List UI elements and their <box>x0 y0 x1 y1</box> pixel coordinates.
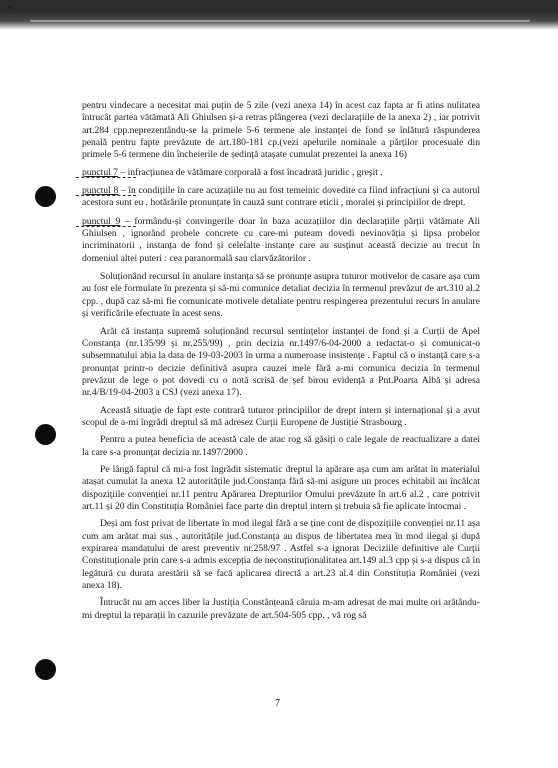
paragraph: Pe lângă faptul că mi-a fost îngrădit sistematic dreptul la apărare așa cum am arătat în materialul atașat cumulat la anexa 12 autoritățile jud.Constanța fără să-mi asigure un proces echitabil au încălcat dispozițiile convenției nr.11 pentru Apărarea Drepturilor Omului prevăzute în art.6 al.2 , care potrivit art.11 și 20 din Constituția României face parte din dreptul intern și trebuia să fie aplicate întocmai . <box>82 463 480 512</box>
list-item <box>82 216 480 265</box>
document-body <box>82 100 480 627</box>
item-text: – infracțiunea de vătămare corporală a fost încadrată juridic , greșit . <box>117 166 383 178</box>
item-text: – în condițiile în care acuzațiile nu au fost temeinic dovedite ca fiind infracțiuni și ca autorul acestora sunt eu , hotărârile pronunțate în cauză sunt contrare eticii , moralei și principiilor de drept. <box>82 185 480 209</box>
paragraph: Întrucât nu am acces liber la Justiția Constănțeană căruia m-am adresat de mai multe ori arătându-mi dreptul la reparații în cazurile prevăzute de art.504-505 cpp. , vă rog să <box>82 597 480 621</box>
item-label: punctul 8 <box>82 185 119 197</box>
punch-hole-middle <box>35 424 56 445</box>
paragraph: Arăt că instanța supremă soluționând recursul sentințelor instanței de fond și a Curții de Apel Constanța (nr.135/99 și nr.255/99) , prin decizia nr.1497/6-04-2000 a redactat-o și comunicat-o subsemnatului abia la data de 19-03-2003 în urma a numeroase insistențe . Faptul că o instanță care s-a pronunțat printr-o decizie definitivă asupra cauzei mele fără a-mi comunica decizia în termenul prevăzut de lege o pot dovedi cu o notă scrisă de șef birou evidență a Pnt.Poarta Albă și adresa nr.4/B/19-04-2003 a CSJ (vezi anexa 17). <box>82 325 480 399</box>
item-label: punctul 9 <box>82 215 121 227</box>
paragraph: Această situație de fapt este contrară tuturor principiilor de drept intern și internațional și a avut scopul de a-mi îngrădi dreptul să mă adresez Curții Europene de Justiție Strasbourg . <box>82 404 480 428</box>
paragraph: Pentru a putea beneficia de această cale de atac rog să găsiți o cale legale de reactualizare a datei la care s-a pronunțat decizia nr.1497/2000 . <box>82 434 480 458</box>
item-text: – formându-și convingerile doar în baza acuzațiilor din declarațiile părții vătămate Ali Ghiulsen , ignorând probele concrete cu care-mi puteam dovedi nevinovăția și lipsa probelor incriminatorii , instanța de fond și celelalte instanțe care au susținut această decizie au trecut în domeniul altei puteri : cea paranormală sau clarvăzătorilor . <box>82 215 480 264</box>
punch-hole-top <box>35 186 56 207</box>
paragraph: Soluționând recursul în anulare instanța să se pronunțe asupra tuturor motivelor de casare așa cum au fost ele formulate în prezenta și să-mi comunice detaliat decizia în termenul prevăzut de art.310 al.2 cpp. , după caz să-mi fie comunicate motivele detaliate pentru respingerea prezentului recurs în anulare și verificările efectuate în acest sens. <box>82 271 480 320</box>
list-item <box>82 185 480 210</box>
paragraph: pentru vindecare a necesitat mai puțin de 5 zile (vezi anexa 14) în acest caz fapta ar fi atins nulitatea întrucât partea vătămată Ali Ghiulsen și-a retras plângerea (vezi declarațiile de la anexa 2) , iar potrivit art.284 cpp.neprezentându-se la primele 5-6 termene ale instanței de fond se înlătură răspunderea penală pentru fapte prevăzute de art.180-181 cp.(vezi apelurile nominale a părților procesuale din primele 5-6 termene din încheierile de ședință atașate cumulat prezentei la anexa 16) <box>82 100 480 161</box>
item-label: punctul 7 <box>82 166 118 178</box>
list-item <box>82 167 480 179</box>
punch-hole-bottom <box>35 659 56 680</box>
scan-speck <box>8 6 11 9</box>
page-number: 7 <box>275 698 280 709</box>
scan-edge <box>0 0 558 30</box>
paragraph: Deși am fost privat de libertate în mod ilegal fără a se ține cont de dispozițiile convenției nr.11 așa cum am arătat mai sus , autoritățile jud.Constanța au dispus de libertatea mea în mod ilegal și după expirarea mandatului de arest preventiv nr.258/97 . Astfel s-a ignorat Deciziile definitive ale Curții Constituționale prin care s-a admis excepția de neconstituționalitatea art.149 al.3 cpp și s-a dispus că în legătură cu durata arestării să se facă aplicarea directă a art.23 al.4 din Constituția României (vezi anexa 18). <box>82 518 480 592</box>
